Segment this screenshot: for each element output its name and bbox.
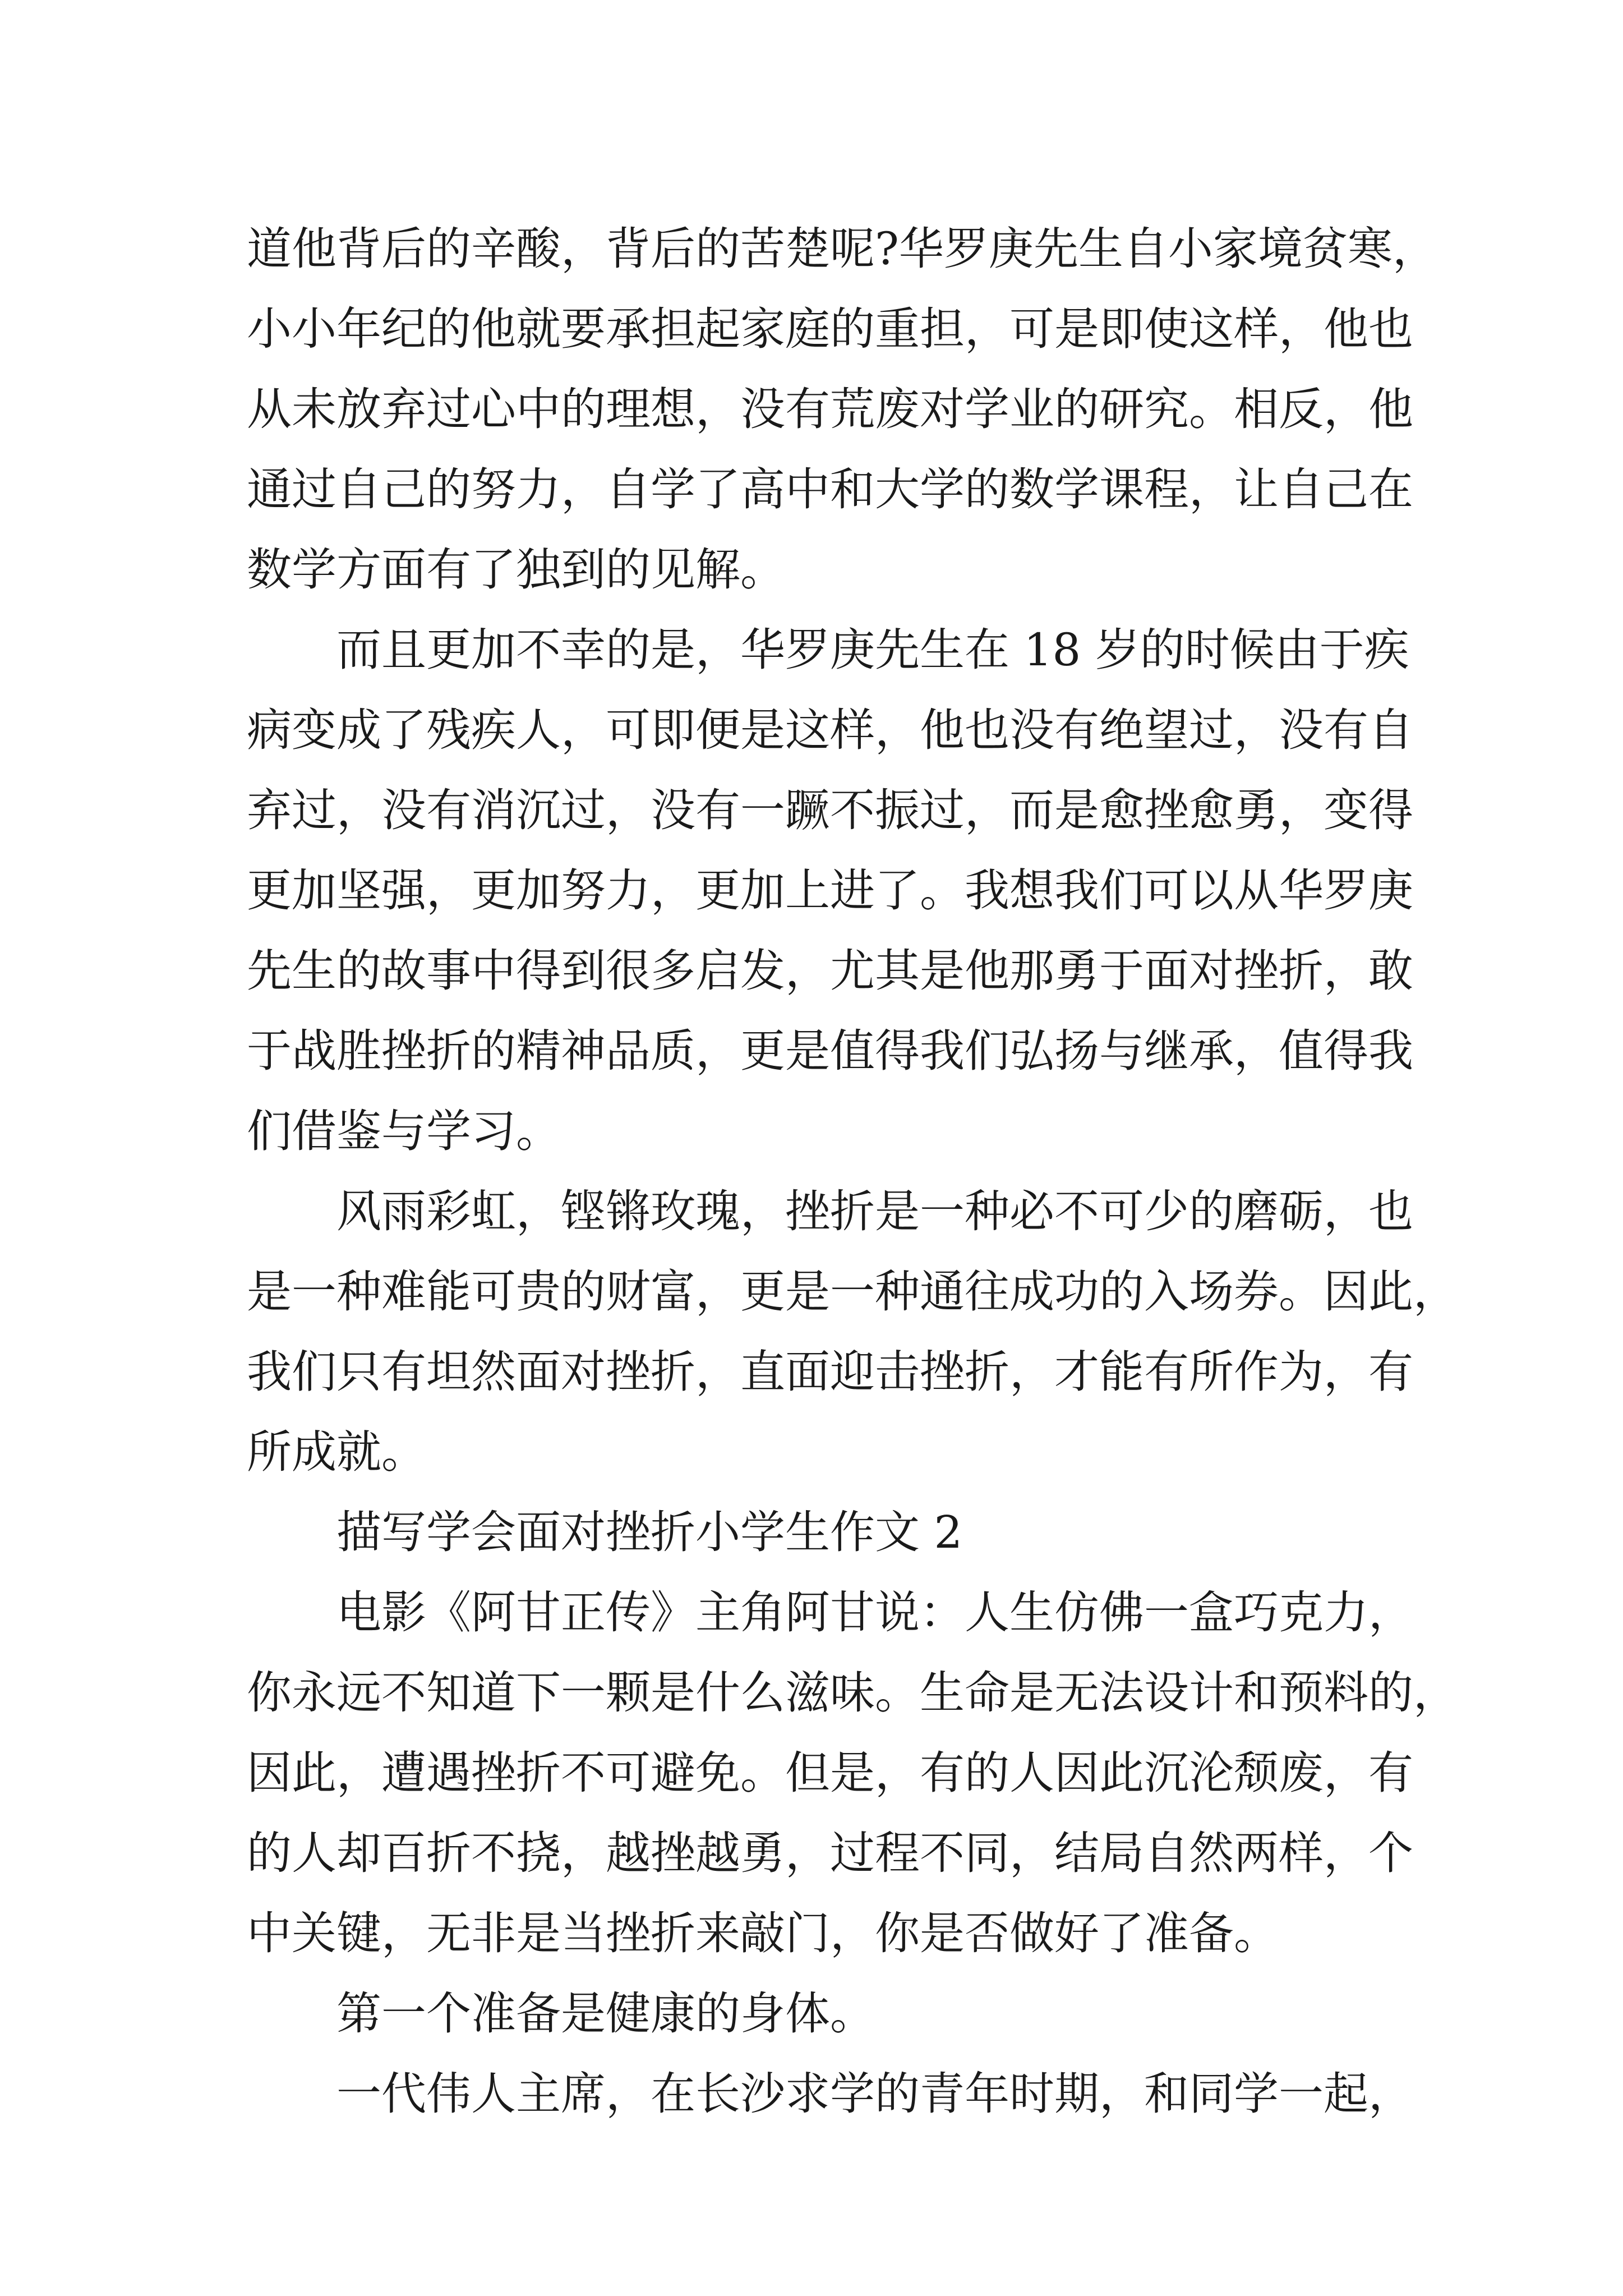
text-line: 更加坚强，更加努力，更加上进了。我想我们可以从华罗庚 bbox=[247, 864, 1413, 917]
text-line: 而且更加不幸的是，华罗庚先生在 18 岁的时候由于疾 bbox=[336, 624, 1409, 676]
text-line: 们借鉴与学习。 bbox=[247, 1105, 561, 1157]
text-line: 从未放弃过心中的理想，没有荒废对学业的研究。相反，他 bbox=[247, 383, 1413, 435]
text-line: 道他背后的辛酸，背后的苦楚呢?华罗庚先生自小家境贫寒， bbox=[247, 223, 1437, 275]
text-line: 先生的故事中得到很多启发，尤其是他那勇于面对挫折，敢 bbox=[247, 945, 1413, 997]
text-line: 通过自己的努力，自学了高中和大学的数学课程，让自己在 bbox=[247, 463, 1413, 516]
text-line: 所成就。 bbox=[247, 1426, 426, 1478]
text-line: 弃过，没有消沉过，没有一蹶不振过，而是愈挫愈勇，变得 bbox=[247, 784, 1413, 836]
text-line: 的人却百折不挠，越挫越勇，过程不同，结局自然两样，个 bbox=[247, 1827, 1413, 1879]
text-line: 是一种难能可贵的财富，更是一种通往成功的入场券。因此， bbox=[247, 1266, 1458, 1318]
text-line: 小小年纪的他就要承担起家庭的重担，可是即使这样，他也 bbox=[247, 303, 1413, 355]
text-line: 我们只有坦然面对挫折，直面迎击挫折，才能有所作为，有 bbox=[247, 1346, 1413, 1398]
text-line: 病变成了残疾人，可即便是这样，他也没有绝望过，没有自 bbox=[247, 704, 1413, 756]
text-line: 风雨彩虹，铿锵玫瑰，挫折是一种必不可少的磨砺，也 bbox=[336, 1185, 1413, 1237]
text-line: 电影《阿甘正传》主角阿甘说：人生仿佛一盒巧克力， bbox=[336, 1586, 1413, 1639]
text-line: 于战胜挫折的精神品质，更是值得我们弘扬与继承，值得我 bbox=[247, 1025, 1413, 1077]
document-body bbox=[247, 209, 1458, 2134]
text-line: 因此，遭遇挫折不可避免。但是，有的人因此沉沦颓废，有 bbox=[247, 1747, 1413, 1799]
text-line: 你永远不知道下一颗是什么滋味。生命是无法设计和预料的， bbox=[247, 1667, 1458, 1719]
text-line: 一代伟人主席，在长沙求学的青年时期，和同学一起， bbox=[336, 2068, 1413, 2120]
text-line: 第一个准备是健康的身体。 bbox=[336, 1987, 875, 2040]
text-line: 数学方面有了独到的见解。 bbox=[247, 544, 785, 596]
section-heading: 描写学会面对挫折小学生作文 2 bbox=[336, 1506, 963, 1558]
text-line: 中关键，无非是当挫折来敲门，你是否做好了准备。 bbox=[247, 1907, 1279, 1959]
